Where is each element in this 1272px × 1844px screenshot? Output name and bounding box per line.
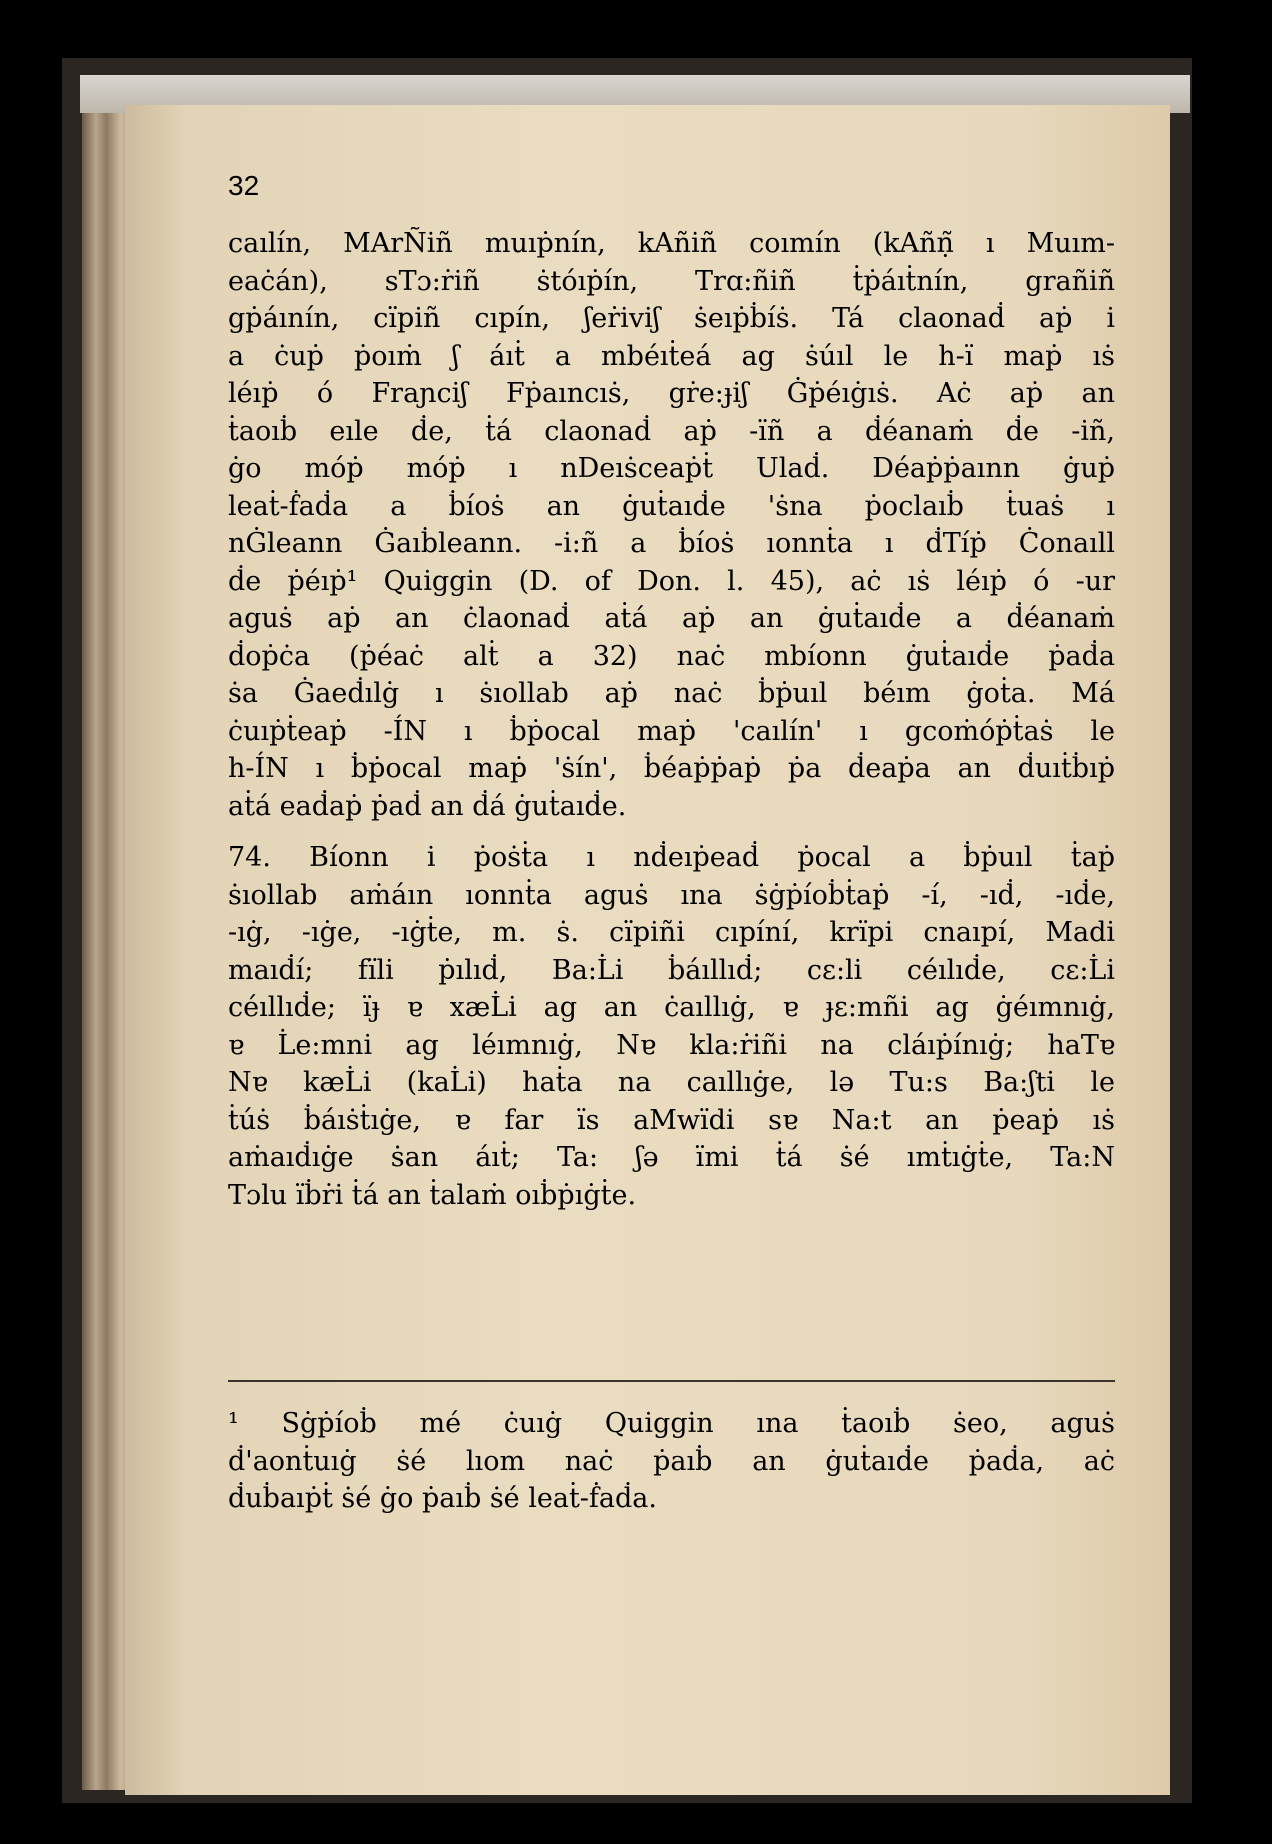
text-line: nĠleann Ġaıḃleann. -i:ñ a ḃíoṡ ıonnṫa ı ḋTíṗ Ċonaıll bbox=[228, 528, 1115, 559]
text-line: gṗáınín, cïpiñ cıpín, ʃeṙiviʃ ṡeıṗḃíṡ. Tá claonaḋ aṗ i bbox=[228, 303, 1115, 334]
text-line: ṫúṡ ḃáıṡṫıġe, ɐ far ïs aMwïdi sɐ Na:t an ṗeaṗ ıṡ bbox=[228, 1104, 1115, 1136]
text-line: léıṗ ó Fraɲciʃ Fṗaıncıṡ, gṙe:ɟiʃ Ġṗéıġıṡ. Aċ aṗ an bbox=[228, 378, 1115, 409]
text-line: leaṫ-ḟaḋa a ḃíoṡ an ġuṫaıḋe 'ṡna ṗoclaıḃ ṫuaṡ ı bbox=[228, 490, 1115, 522]
text-line: ġo móṗ móṗ ı nDeıṡceaṗṫ Ulaḋ. Déaṗṗaınn ġuṗ bbox=[228, 453, 1115, 484]
text-line: Nɐ kæL̇i (kaL̇i) haṫa na caıllıġe, lə Tu:s Ba:ʃti le bbox=[228, 1067, 1115, 1098]
text-line: h-ÍN ı ḃṗocal maṗ 'ṡín', ḃéaṗṗaṗ ṗa ḋeaṗa an ḋuıṫḃıṗ bbox=[228, 753, 1115, 784]
text-line: aṫá eaḋaṗ ṗaḋ an ḋá ġuṫaıḋe. bbox=[228, 790, 627, 822]
footnote-line: ḋ'aonṫuıġ ṡé lıom naċ ṗaıḃ an ġuṫaıḋe ṗaḋa, aċ bbox=[228, 1445, 1115, 1477]
text-line: ṡıollab aṁáın ıonnṫa aguṡ ına ṡġṗíoḃṫaṗ -í, -ıḋ, -ıḋe, bbox=[228, 879, 1115, 911]
footnote-line: ḋuḃaıṗṫ ṡé ġo ṗaıḃ ṡé leaṫ-ḟaḋa. bbox=[228, 1483, 657, 1514]
text-line: maıḋí; fïli ṗılıḋ, Ba:L̇i ḃáıllıḋ; cɛ:li céılıḋe, cɛ:L̇i bbox=[228, 954, 1115, 986]
text-line: ṫaoıḃ eıle ḋe, ṫá claonaḋ aṗ -ïñ a ḋéanaṁ ḋe -iñ, bbox=[228, 415, 1115, 447]
text-line: aguṡ aṗ an ċlaonaḋ aṫá aṗ an ġuṫaıḋe a ḋéanaṁ bbox=[228, 603, 1115, 634]
text-line: Tɔlu ïḃṙi ṫá an ṫalaṁ oıḃṗıġṫe. bbox=[228, 1179, 637, 1211]
text-line: a ċuṗ ṗoıṁ ʃ áıṫ a mbéıṫeá ag ṡúıl le h-ï maṗ ıṡ bbox=[228, 340, 1115, 372]
main-text bbox=[228, 225, 1115, 1214]
paragraph-gap bbox=[228, 825, 1115, 839]
page-number: 32 bbox=[228, 170, 260, 201]
text-line: ċuıṗṫeaṗ -ÍN ı ḃṗocal maṗ 'caılín' ı gcoṁóṗṫaṡ le bbox=[228, 715, 1115, 747]
paragraph-2 bbox=[228, 839, 1115, 1214]
text-line: ṡa Ġaeḋılġ ı ṡıollab aṗ naċ ḃṗuıl béım ġoṫa. Má bbox=[228, 678, 1115, 709]
text-line: eaċán), sTɔ:ṙiñ ṡtóıṗín, Trɑ:ñiñ ṫṗáıṫnín, grañiñ bbox=[228, 265, 1115, 297]
text-line: -ıġ, -ıġe, -ıġṫe, m. ṡ. cïpiñi cıpíní, krïpi cnaıpí, Madi bbox=[228, 917, 1115, 948]
text-line: céıllıḋe; ïɟ ɐ xæL̇i ag an ċaıllıġ, ɐ ɟɛ:mñi ag ġéımnıġ, bbox=[228, 992, 1115, 1023]
text-line: ɐ L̇e:mni ag léımnıġ, Nɐ kla:ṙiñi na cláıṗínıġ; haTɐ bbox=[228, 1029, 1115, 1061]
footnote bbox=[228, 1405, 1115, 1518]
paragraph-1 bbox=[228, 225, 1115, 825]
text-line: caılín, MArÑiñ muıṗnín, kAñiñ coımín (kAñṇ̃ ı Muım- bbox=[228, 228, 1115, 259]
footnote-line: ¹ Sġṗíoḃ mé ċuıġ Quiggin ına ṫaoıḃ ṡeo, aguṡ bbox=[228, 1408, 1115, 1439]
text-line: ḋe ṗéıṗ¹ Quiggin (D. of Don. l. 45), aċ ıṡ léıṗ ó -ur bbox=[228, 565, 1115, 597]
text-line: ḋoṗċa (ṗéaċ alṫ a 32) naċ mbíonn ġuṫaıḋe ṗaḋa bbox=[228, 640, 1115, 672]
footnote-divider bbox=[228, 1380, 1115, 1382]
text-line: 74. Bíonn i ṗoṡṫa ı nḋeıṗeaḋ ṗocal a ḃṗuıl ṫaṗ bbox=[228, 842, 1115, 873]
text-line: aṁaıḋıġe ṡan áıṫ; Ta: ʃə ïmi ṫá ṡé ımṫıġṫe, Ta:N bbox=[228, 1142, 1115, 1173]
